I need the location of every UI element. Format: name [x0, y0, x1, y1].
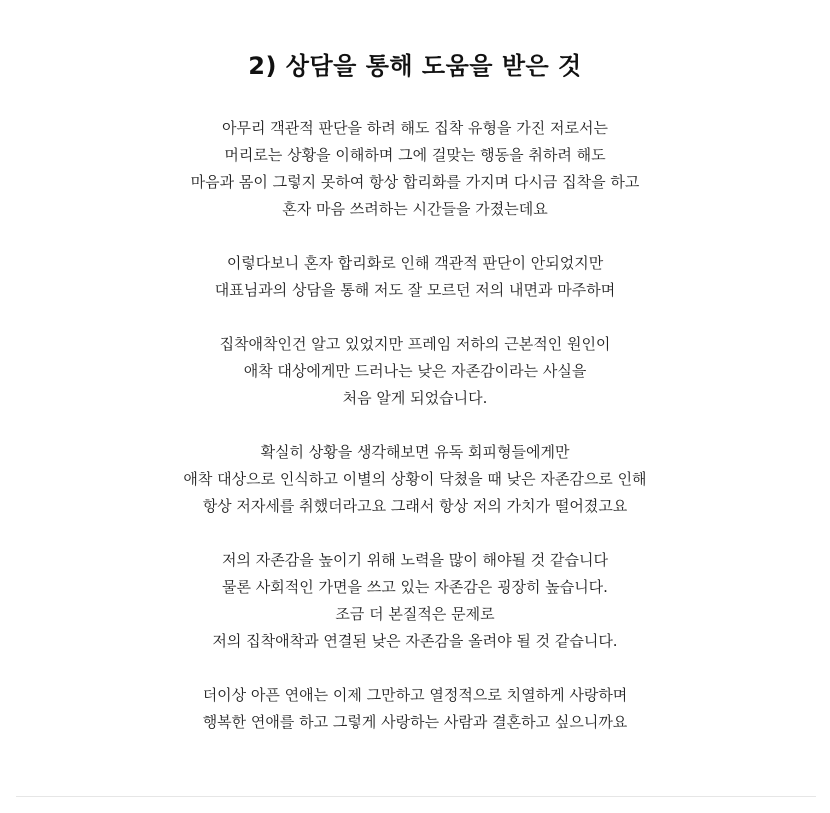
text-line: 집착애착인건 알고 있었지만 프레임 저하의 근본적인 원인이	[219, 335, 611, 353]
text-line: 혼자 마음 쓰려하는 시간들을 가졌는데요	[282, 200, 548, 218]
bottom-divider	[16, 796, 816, 797]
text-line: 아무리 객관적 판단을 하려 해도 집착 유형을 가진 저로서는	[222, 119, 608, 137]
text-line: 이렇다보니 혼자 합리화로 인해 객관적 판단이 안되었지만	[226, 254, 604, 272]
paragraph-5	[0, 547, 830, 655]
text-line: 행복한 연애를 하고 그렇게 사랑하는 사람과 결혼하고 싶으니까요	[202, 713, 628, 731]
paragraph-4	[0, 439, 830, 520]
article-body	[0, 115, 830, 763]
text-line: 처음 알게 되었습니다.	[342, 389, 488, 407]
text-line: 마음과 몸이 그렇지 못하여 항상 합리화를 가지며 다시금 집착을 하고	[190, 173, 640, 191]
paragraph-3	[0, 331, 830, 412]
text-line: 애착 대상으로 인식하고 이별의 상황이 닥쳤을 때 낮은 자존감으로 인해	[183, 470, 647, 488]
paragraph-2	[0, 250, 830, 304]
text-line: 머리로는 상황을 이해하며 그에 걸맞는 행동을 취하려 해도	[224, 146, 606, 164]
text-line: 물론 사회적인 가면을 쓰고 있는 자존감은 굉장히 높습니다.	[222, 578, 608, 596]
text-line: 확실히 상황을 생각해보면 유독 회피형들에게만	[260, 443, 570, 461]
text-line: 항상 저자세를 취했더라고요 그래서 항상 저의 가치가 떨어졌고요	[202, 497, 628, 515]
text-line: 애착 대상에게만 드러나는 낮은 자존감이라는 사실을	[243, 362, 587, 380]
text-line: 저의 집착애착과 연결된 낮은 자존감을 올려야 될 것 같습니다.	[212, 632, 618, 650]
text-line: 조금 더 본질적은 문제로	[335, 605, 495, 623]
paragraph-1	[0, 115, 830, 223]
text-line: 저의 자존감을 높이기 위해 노력을 많이 해야될 것 같습니다	[222, 551, 608, 569]
paragraph-6	[0, 682, 830, 736]
text-line: 대표님과의 상담을 통해 저도 잘 모르던 저의 내면과 마주하며	[214, 281, 616, 299]
text-line: 더이상 아픈 연애는 이제 그만하고 열정적으로 치열하게 사랑하며	[202, 686, 628, 704]
section-title: 2) 상담을 통해 도움을 받은 것	[248, 52, 582, 80]
